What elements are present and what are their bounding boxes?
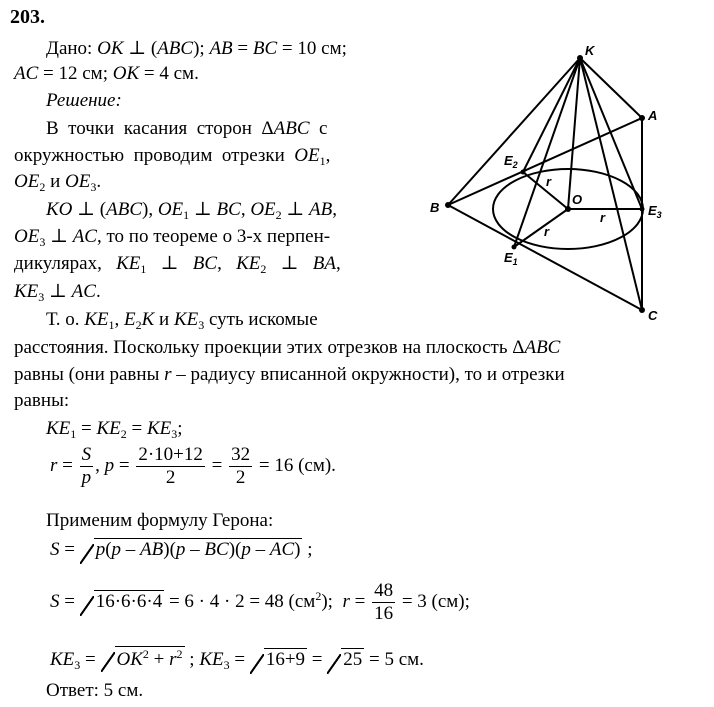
edge-KA <box>580 58 642 118</box>
para3-line4: равны: <box>14 390 70 411</box>
label-B: B <box>430 200 440 215</box>
given-line-2: AC = 12 см; OK = 4 см. <box>14 63 199 84</box>
label-E3: $E_3$ <box>648 203 662 220</box>
segment-KO <box>568 58 583 209</box>
label-r-right: r <box>600 210 606 225</box>
para2-line1: KO ⊥ (ABC), $OE_1$ ⊥ BC, $OE_2$ ⊥ AB, <box>46 199 337 222</box>
segment-KE1 <box>514 58 583 247</box>
ke3-computation: $KE_3 = OK^2 + r^2$ ; $KE_3 = 16+9 = 25 = 5$ см. <box>50 647 424 672</box>
label-K: K <box>585 43 595 58</box>
para1-line1: В точки касания сторон ΔABC с <box>46 118 328 139</box>
problem-number: 203. <box>10 6 45 28</box>
label-C: C <box>648 308 658 323</box>
para3-line3: равны (они равны r – радиусу вписанной окружности), то и отрезки <box>14 364 565 385</box>
para3-line2: расстояния. Поскольку проекции этих отрезков на плоскость ΔABC <box>14 337 561 358</box>
radius-OE1 <box>514 209 568 247</box>
heron-intro: Применим формулу Герона: <box>46 510 274 531</box>
label-r-lower: r <box>544 224 550 239</box>
edge-BC <box>448 205 642 310</box>
label-O: O <box>572 192 583 207</box>
label-r-upper: r <box>546 174 552 189</box>
label-A: A <box>648 108 658 123</box>
given-line-1: Дано: OK ⊥ (ABC); AB = BC = 10 см; <box>46 38 347 59</box>
para2-line4: $KE_3$ ⊥ AC. <box>14 281 101 304</box>
label-E2: $E_2$ <box>504 153 518 170</box>
label-E1: $E_1$ <box>504 250 518 267</box>
para3-line1: Т. о. $KE_1$, $E_2K$ и $KE_3$ суть искомые <box>46 309 318 332</box>
pyramid-diagram <box>420 40 710 330</box>
heron-formula: S = p(p – AB)(p – BC)(p – AC) ; <box>50 539 313 560</box>
para2-line3: дикулярах, $KE_1$ ⊥ BC, $KE_2$ ⊥ BA, <box>14 253 341 276</box>
para1-line2: окружностью проводим отрезки $OE_1$, <box>14 145 331 168</box>
solution-heading: Решение: <box>46 90 122 111</box>
answer: Ответ: 5 см. <box>46 680 144 701</box>
radius-formula: r = $\frac{S}{p}$ , p = $\frac{2\cdot 10+12}{2}$ = $\frac{32}{2}$ = 16 (см). <box>50 444 336 488</box>
para1-line3: $OE_2$ и $OE_3$. <box>14 171 102 194</box>
equal-segments-formula: $KE_1 = KE_2 = KE_3$; <box>46 418 183 441</box>
area-computation: S = 16·6·6·4 = 6 · 4 · 2 = 48 $(см^2)$; r = $\frac{48}{16}$ = 3 (см); <box>50 580 470 624</box>
para2-line2: $OE_3$ ⊥ AC, то по теореме о 3-х перпен- <box>14 226 331 249</box>
edge-KB <box>448 58 583 207</box>
